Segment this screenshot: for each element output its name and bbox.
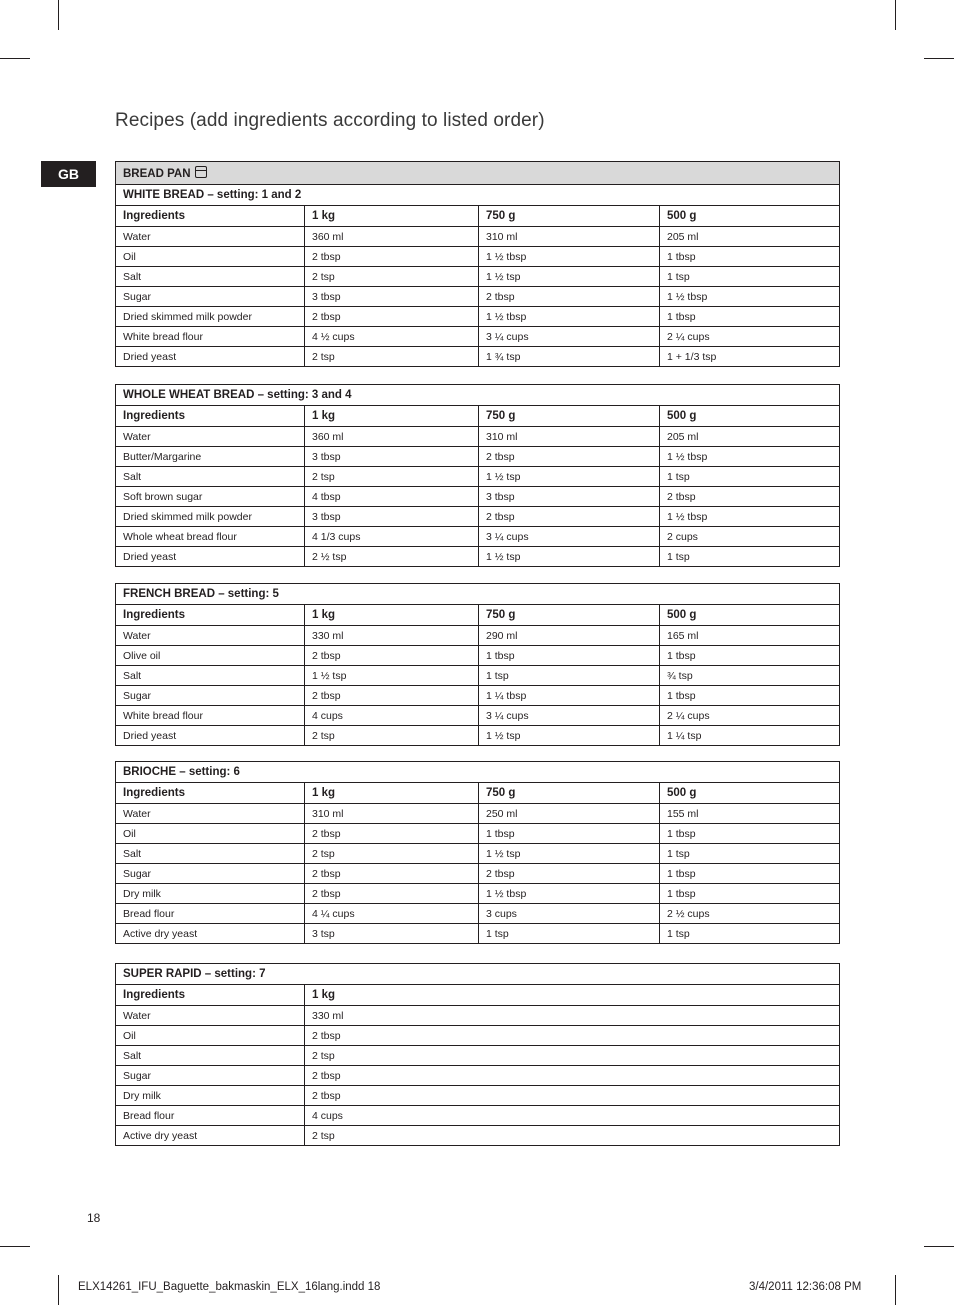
amount-500g-cell: 155 ml	[660, 804, 840, 824]
amount-1kg-cell: 4 tbsp	[305, 487, 479, 507]
recipe-table-brioche	[115, 761, 840, 944]
table-title: WHOLE WHEAT BREAD – setting: 3 and 4	[116, 385, 840, 406]
ingredient-cell: Salt	[116, 267, 305, 287]
amount-500g-cell: 2 ½ cups	[660, 904, 840, 924]
ingredient-cell: Active dry yeast	[116, 1126, 305, 1146]
amount-500g-cell: 2 ¼ cups	[660, 706, 840, 726]
header-ingredients: Ingredients	[116, 985, 305, 1006]
amount-750g-cell: 1 ¾ tsp	[479, 347, 660, 367]
amount-500g-cell: 205 ml	[660, 227, 840, 247]
amount-1kg-cell: 2 ½ tsp	[305, 547, 479, 567]
table-row	[116, 1026, 840, 1046]
table-row	[116, 924, 840, 944]
amount-1kg-cell: 330 ml	[305, 1006, 840, 1026]
ingredient-cell: Oil	[116, 247, 305, 267]
amount-500g-cell: 2 cups	[660, 527, 840, 547]
header-1kg: 1 kg	[305, 985, 840, 1006]
table-row	[116, 626, 840, 646]
ingredient-cell: Water	[116, 626, 305, 646]
amount-750g-cell: 3 ¼ cups	[479, 527, 660, 547]
amount-1kg-cell: 4 cups	[305, 706, 479, 726]
amount-750g-cell: 2 tbsp	[479, 507, 660, 527]
ingredient-cell: Oil	[116, 824, 305, 844]
table-title: BRIOCHE – setting: 6	[116, 762, 840, 783]
table-row	[116, 904, 840, 924]
amount-750g-cell: 290 ml	[479, 626, 660, 646]
ingredient-cell: Water	[116, 804, 305, 824]
amount-750g-cell: 2 tbsp	[479, 447, 660, 467]
table-row	[116, 844, 840, 864]
table-title: SUPER RAPID – setting: 7	[116, 964, 840, 985]
amount-1kg-cell: 2 tbsp	[305, 1066, 840, 1086]
amount-500g-cell: ¾ tsp	[660, 666, 840, 686]
footer-filename: ELX14261_IFU_Baguette_bakmaskin_ELX_16lang.indd 18	[78, 1281, 381, 1293]
amount-1kg-cell: 2 tsp	[305, 267, 479, 287]
table-row	[116, 1046, 840, 1066]
table-row	[116, 327, 840, 347]
ingredient-cell: Dried yeast	[116, 726, 305, 746]
ingredient-cell: Sugar	[116, 287, 305, 307]
table-row	[116, 247, 840, 267]
ingredient-cell: Dry milk	[116, 884, 305, 904]
ingredient-cell: Water	[116, 427, 305, 447]
ingredient-cell: Butter/Margarine	[116, 447, 305, 467]
header-500g: 500 g	[660, 206, 840, 227]
crop-mark	[58, 1275, 59, 1305]
crop-mark	[58, 0, 59, 30]
table-header-row	[116, 206, 840, 227]
header-1kg: 1 kg	[305, 406, 479, 427]
ingredient-cell: White bread flour	[116, 706, 305, 726]
amount-1kg-cell: 2 tbsp	[305, 884, 479, 904]
amount-750g-cell: 1 ½ tsp	[479, 267, 660, 287]
ingredient-cell: Water	[116, 1006, 305, 1026]
ingredient-cell: Salt	[116, 666, 305, 686]
table-row	[116, 507, 840, 527]
amount-750g-cell: 1 ½ tsp	[479, 467, 660, 487]
amount-1kg-cell: 3 tbsp	[305, 287, 479, 307]
amount-500g-cell: 1 tsp	[660, 844, 840, 864]
amount-1kg-cell: 2 tbsp	[305, 1086, 840, 1106]
amount-500g-cell: 205 ml	[660, 427, 840, 447]
header-750g: 750 g	[479, 206, 660, 227]
crop-mark	[895, 1275, 896, 1305]
amount-500g-cell: 1 ¼ tsp	[660, 726, 840, 746]
table-row	[116, 1126, 840, 1146]
crop-mark	[0, 58, 30, 59]
amount-1kg-cell: 3 tbsp	[305, 447, 479, 467]
amount-500g-cell: 1 tbsp	[660, 646, 840, 666]
amount-750g-cell: 1 tbsp	[479, 824, 660, 844]
amount-1kg-cell: 3 tbsp	[305, 507, 479, 527]
ingredient-cell: Active dry yeast	[116, 924, 305, 944]
crop-mark	[895, 0, 896, 30]
header-ingredients: Ingredients	[116, 783, 305, 804]
page-title: Recipes (add ingredients according to listed order)	[115, 110, 545, 131]
table-row	[116, 884, 840, 904]
amount-1kg-cell: 2 tsp	[305, 844, 479, 864]
amount-500g-cell: 1 tbsp	[660, 824, 840, 844]
bread-pan-icon	[195, 166, 207, 178]
ingredient-cell: White bread flour	[116, 327, 305, 347]
table-row	[116, 726, 840, 746]
recipe-table-super-rapid	[115, 963, 840, 1146]
amount-1kg-cell: 2 tsp	[305, 467, 479, 487]
table-row	[116, 646, 840, 666]
amount-500g-cell: 1 ½ tbsp	[660, 287, 840, 307]
ingredient-cell: Sugar	[116, 686, 305, 706]
table-row	[116, 527, 840, 547]
amount-1kg-cell: 4 ¼ cups	[305, 904, 479, 924]
table-row	[116, 1066, 840, 1086]
table-row	[116, 467, 840, 487]
ingredient-cell: Sugar	[116, 864, 305, 884]
amount-1kg-cell: 4 ½ cups	[305, 327, 479, 347]
amount-1kg-cell: 2 tsp	[305, 1046, 840, 1066]
table-row	[116, 864, 840, 884]
amount-1kg-cell: 2 tsp	[305, 347, 479, 367]
amount-500g-cell: 1 tbsp	[660, 884, 840, 904]
ingredient-cell: Dried skimmed milk powder	[116, 307, 305, 327]
amount-1kg-cell: 2 tsp	[305, 726, 479, 746]
table-row	[116, 487, 840, 507]
table-row	[116, 1106, 840, 1126]
amount-500g-cell: 1 tsp	[660, 547, 840, 567]
recipe-table-whole-wheat	[115, 384, 840, 567]
table-row	[116, 706, 840, 726]
ingredient-cell: Water	[116, 227, 305, 247]
amount-750g-cell: 1 ½ tsp	[479, 547, 660, 567]
recipe-table-white-bread	[115, 161, 840, 367]
amount-750g-cell: 2 tbsp	[479, 287, 660, 307]
amount-750g-cell: 1 tsp	[479, 666, 660, 686]
amount-500g-cell: 2 tbsp	[660, 487, 840, 507]
amount-1kg-cell: 360 ml	[305, 427, 479, 447]
table-row	[116, 547, 840, 567]
amount-1kg-cell: 2 tsp	[305, 1126, 840, 1146]
amount-750g-cell: 1 ½ tbsp	[479, 247, 660, 267]
table-row	[116, 686, 840, 706]
table-row	[116, 666, 840, 686]
bread-pan-row	[116, 162, 840, 185]
header-ingredients: Ingredients	[116, 406, 305, 427]
amount-750g-cell: 1 ¼ tbsp	[479, 686, 660, 706]
table-header-row	[116, 783, 840, 804]
amount-500g-cell: 1 ½ tbsp	[660, 447, 840, 467]
ingredient-cell: Dry milk	[116, 1086, 305, 1106]
amount-750g-cell: 1 ½ tsp	[479, 726, 660, 746]
amount-1kg-cell: 330 ml	[305, 626, 479, 646]
table-header-row	[116, 406, 840, 427]
table-row	[116, 427, 840, 447]
table-row	[116, 1086, 840, 1106]
header-750g: 750 g	[479, 605, 660, 626]
amount-500g-cell: 1 tbsp	[660, 307, 840, 327]
amount-750g-cell: 3 tbsp	[479, 487, 660, 507]
amount-1kg-cell: 2 tbsp	[305, 1026, 840, 1046]
amount-750g-cell: 3 cups	[479, 904, 660, 924]
amount-500g-cell: 1 + 1/3 tsp	[660, 347, 840, 367]
header-1kg: 1 kg	[305, 605, 479, 626]
table-row	[116, 227, 840, 247]
header-500g: 500 g	[660, 406, 840, 427]
header-500g: 500 g	[660, 605, 840, 626]
amount-750g-cell: 1 ½ tbsp	[479, 884, 660, 904]
amount-750g-cell: 2 tbsp	[479, 864, 660, 884]
amount-750g-cell: 310 ml	[479, 227, 660, 247]
crop-mark	[924, 58, 954, 59]
crop-mark	[0, 1246, 30, 1247]
header-1kg: 1 kg	[305, 206, 479, 227]
table-row	[116, 287, 840, 307]
ingredient-cell: Oil	[116, 1026, 305, 1046]
amount-750g-cell: 1 ½ tbsp	[479, 307, 660, 327]
amount-500g-cell: 1 tsp	[660, 467, 840, 487]
page-number: 18	[87, 1211, 101, 1225]
ingredient-cell: Dried yeast	[116, 547, 305, 567]
ingredient-cell: Salt	[116, 467, 305, 487]
amount-1kg-cell: 1 ½ tsp	[305, 666, 479, 686]
amount-500g-cell: 1 tsp	[660, 924, 840, 944]
table-title: WHITE BREAD – setting: 1 and 2	[116, 185, 840, 206]
ingredient-cell: Whole wheat bread flour	[116, 527, 305, 547]
table-title: FRENCH BREAD – setting: 5	[116, 584, 840, 605]
amount-1kg-cell: 310 ml	[305, 804, 479, 824]
amount-500g-cell: 1 ½ tbsp	[660, 507, 840, 527]
ingredient-cell: Soft brown sugar	[116, 487, 305, 507]
amount-1kg-cell: 2 tbsp	[305, 307, 479, 327]
ingredient-cell: Olive oil	[116, 646, 305, 666]
amount-500g-cell: 2 ¼ cups	[660, 327, 840, 347]
ingredient-cell: Dried skimmed milk powder	[116, 507, 305, 527]
ingredient-cell: Dried yeast	[116, 347, 305, 367]
amount-750g-cell: 1 tsp	[479, 924, 660, 944]
amount-750g-cell: 3 ¼ cups	[479, 327, 660, 347]
ingredient-cell: Sugar	[116, 1066, 305, 1086]
amount-1kg-cell: 360 ml	[305, 227, 479, 247]
table-row	[116, 347, 840, 367]
amount-1kg-cell: 2 tbsp	[305, 824, 479, 844]
amount-750g-cell: 3 ¼ cups	[479, 706, 660, 726]
amount-1kg-cell: 2 tbsp	[305, 247, 479, 267]
table-header-row	[116, 605, 840, 626]
bread-pan-label: BREAD PAN	[123, 168, 191, 180]
language-tab: GB	[41, 161, 96, 187]
amount-750g-cell: 310 ml	[479, 427, 660, 447]
amount-1kg-cell: 2 tbsp	[305, 646, 479, 666]
amount-1kg-cell: 2 tbsp	[305, 864, 479, 884]
amount-500g-cell: 1 tbsp	[660, 864, 840, 884]
header-ingredients: Ingredients	[116, 605, 305, 626]
amount-750g-cell: 1 ½ tsp	[479, 844, 660, 864]
ingredient-cell: Bread flour	[116, 1106, 305, 1126]
table-row	[116, 824, 840, 844]
ingredient-cell: Salt	[116, 844, 305, 864]
table-row	[116, 1006, 840, 1026]
table-row	[116, 804, 840, 824]
amount-500g-cell: 1 tbsp	[660, 247, 840, 267]
bread-pan-cell	[116, 162, 840, 185]
amount-500g-cell: 165 ml	[660, 626, 840, 646]
table-header-row	[116, 985, 840, 1006]
amount-500g-cell: 1 tbsp	[660, 686, 840, 706]
header-750g: 750 g	[479, 406, 660, 427]
recipe-table-french-bread	[115, 583, 840, 746]
table-row	[116, 307, 840, 327]
table-row	[116, 267, 840, 287]
footer-timestamp: 3/4/2011 12:36:08 PM	[749, 1281, 862, 1293]
ingredient-cell: Bread flour	[116, 904, 305, 924]
header-1kg: 1 kg	[305, 783, 479, 804]
header-750g: 750 g	[479, 783, 660, 804]
header-ingredients: Ingredients	[116, 206, 305, 227]
amount-750g-cell: 250 ml	[479, 804, 660, 824]
amount-1kg-cell: 4 cups	[305, 1106, 840, 1126]
header-500g: 500 g	[660, 783, 840, 804]
crop-mark	[924, 1246, 954, 1247]
ingredient-cell: Salt	[116, 1046, 305, 1066]
table-row	[116, 447, 840, 467]
amount-1kg-cell: 2 tbsp	[305, 686, 479, 706]
amount-500g-cell: 1 tsp	[660, 267, 840, 287]
amount-1kg-cell: 4 1/3 cups	[305, 527, 479, 547]
amount-1kg-cell: 3 tsp	[305, 924, 479, 944]
amount-750g-cell: 1 tbsp	[479, 646, 660, 666]
